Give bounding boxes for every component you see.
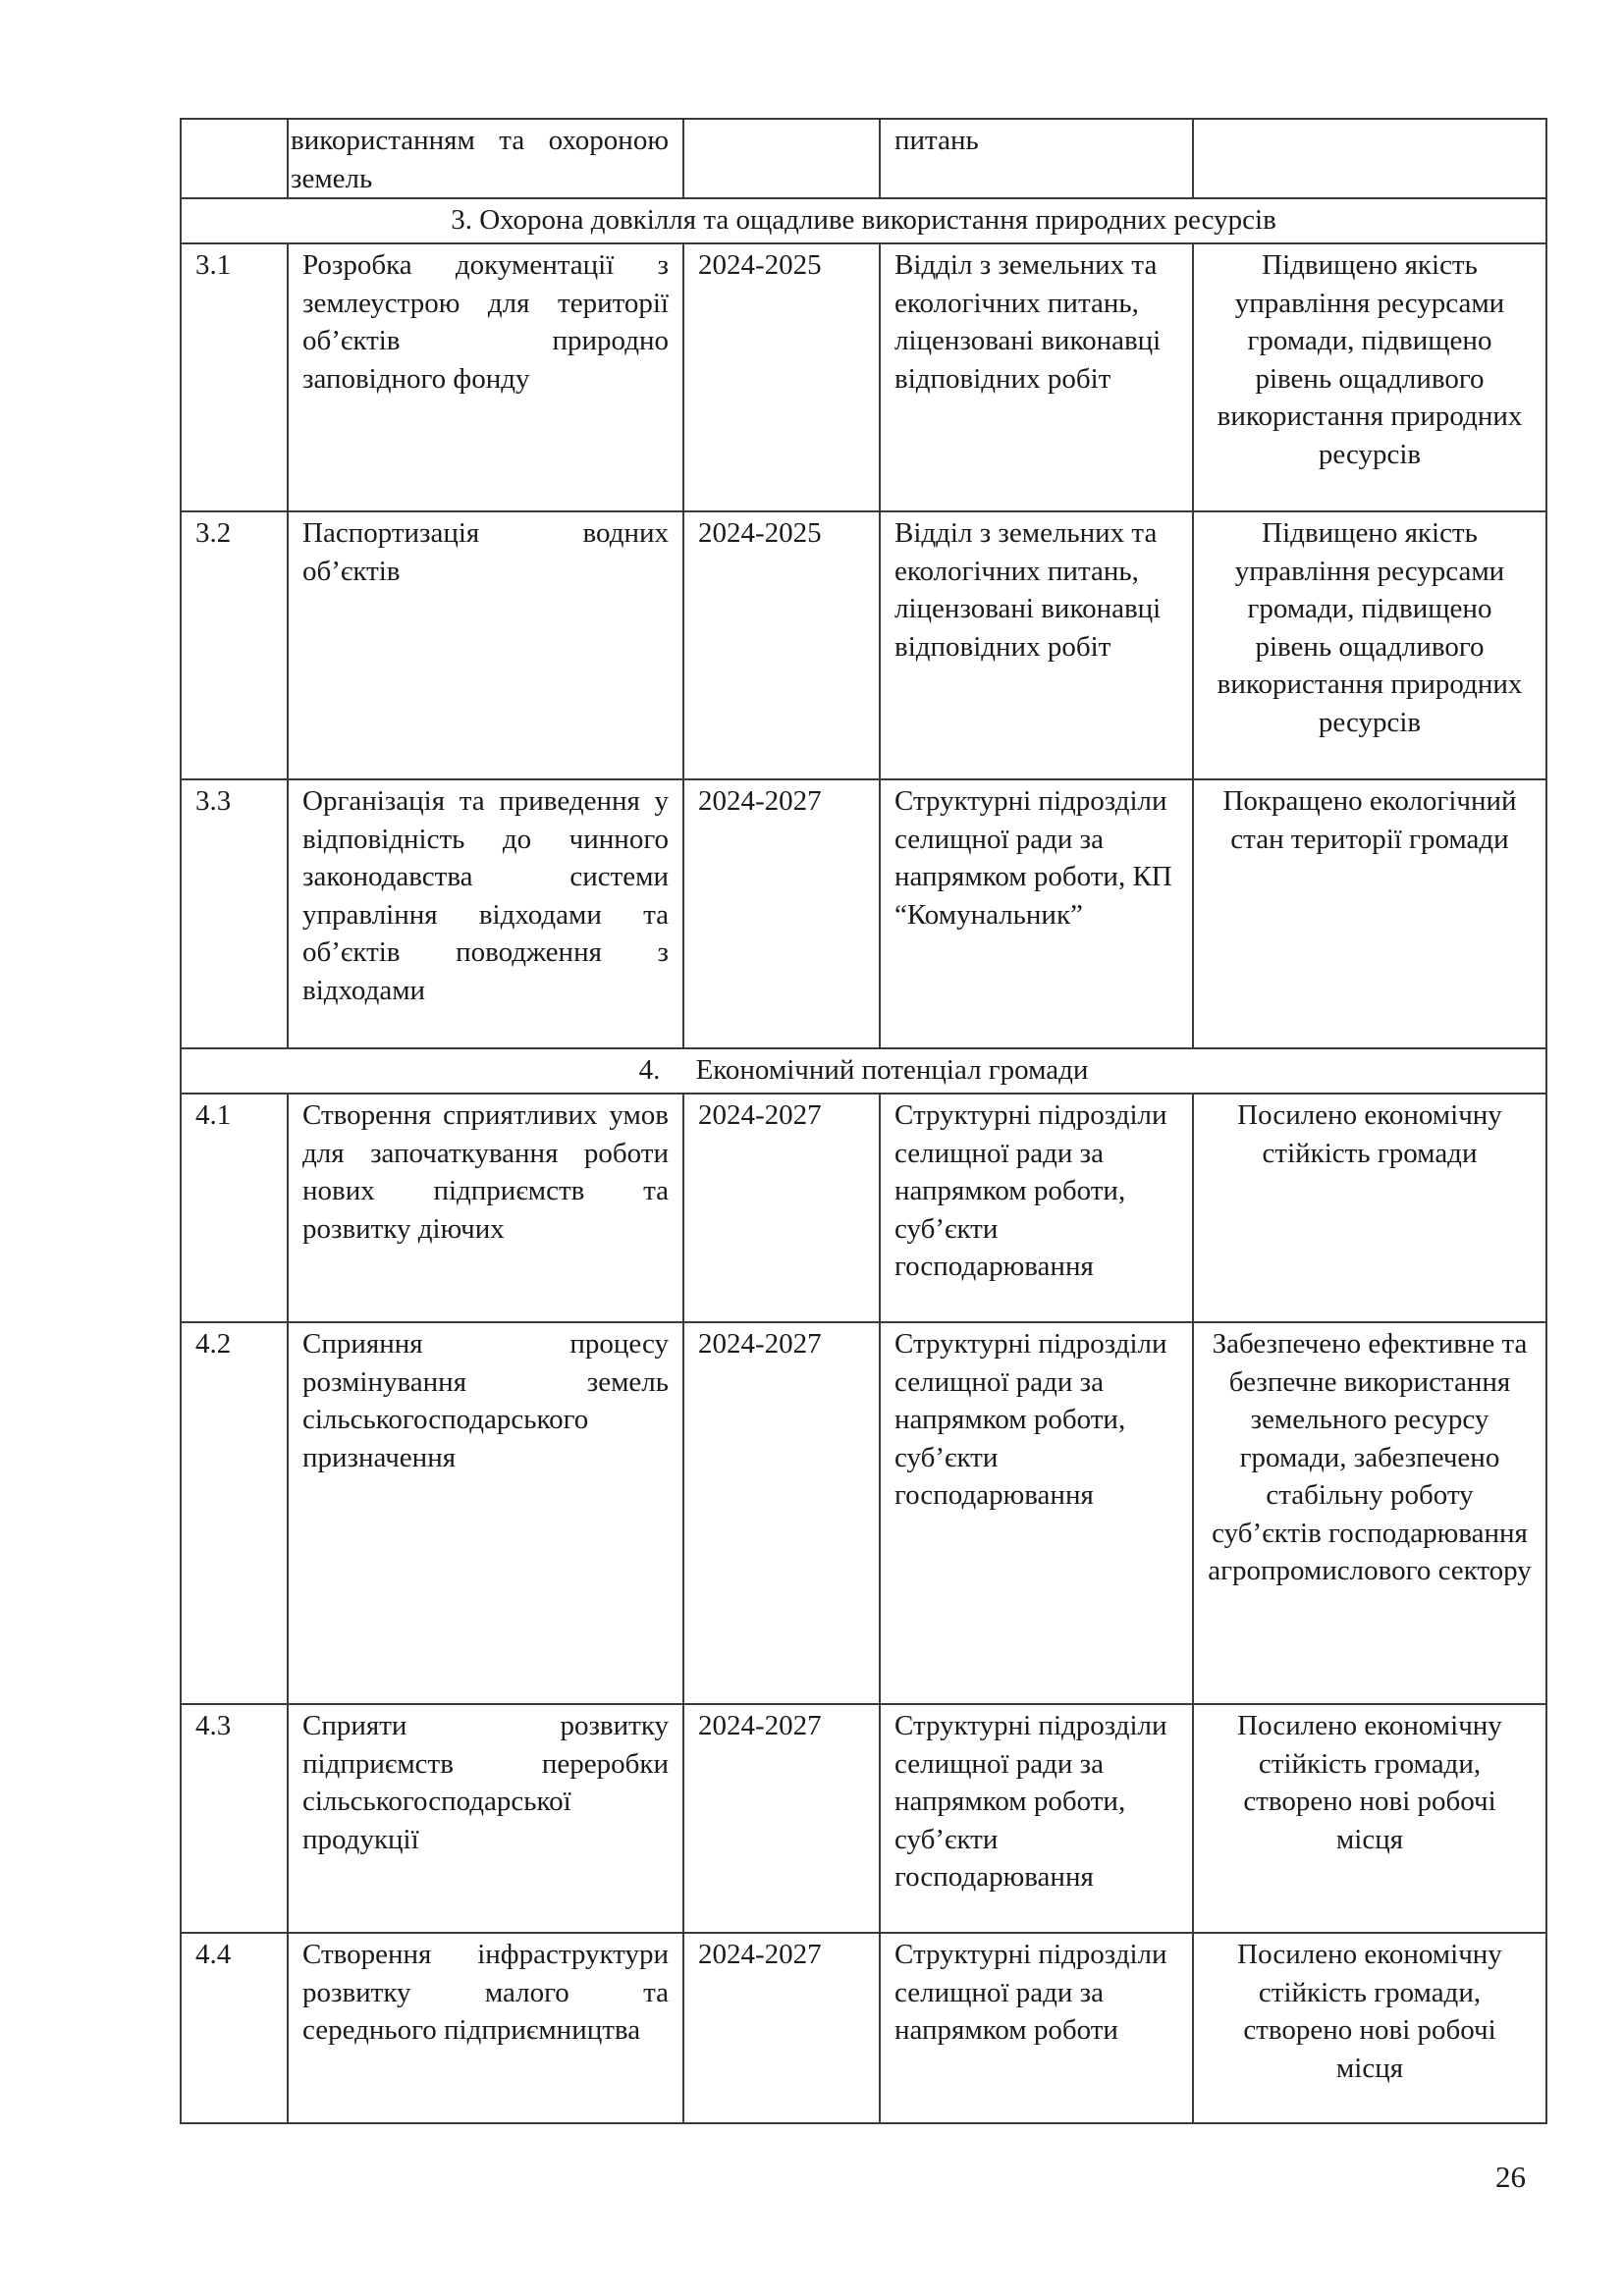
task-cell: Сприяння процесу розмінування земель сільськогосподарського призначення (288, 1322, 683, 1704)
action-plan-table (180, 118, 1547, 2124)
executor-cell: Структурні підрозділи селищної ради за напрямком роботи, суб’єкти господарювання (880, 1322, 1193, 1704)
section-title: 4. Економічний потенціал громади (181, 1048, 1546, 1094)
term-cell (683, 119, 880, 198)
result-cell: Посилено економічну стійкість громади, створено нові робочі місця (1193, 1704, 1546, 1933)
term-cell: 2024-2027 (683, 779, 880, 1048)
page-number: 26 (1495, 2160, 1526, 2194)
row-number-cell: 4.1 (181, 1094, 288, 1322)
table-row (181, 1322, 1546, 1704)
row-number-cell: 4.3 (181, 1704, 288, 1933)
executor-cell: Відділ з земельних та екологічних питань, ліцензовані виконавці відповідних робіт (880, 243, 1193, 511)
executor-cell: Структурні підрозділи селищної ради за напрямком роботи, суб’єкти господарювання (880, 1094, 1193, 1322)
section-header-row (181, 198, 1546, 243)
section-header-row (181, 1048, 1546, 1094)
task-cell: Паспортизація водних об’єктів (288, 511, 683, 779)
task-cell: Сприяти розвитку підприємств переробки сільськогосподарської продукції (288, 1704, 683, 1933)
table-row (181, 119, 1546, 198)
row-number-cell: 4.2 (181, 1322, 288, 1704)
term-cell: 2024-2025 (683, 511, 880, 779)
table-row (181, 1094, 1546, 1322)
executor-cell: питань (880, 119, 1193, 198)
result-cell: Покращено екологічний стан території громади (1193, 779, 1546, 1048)
term-cell: 2024-2025 (683, 243, 880, 511)
executor-cell: Відділ з земельних та екологічних питань, ліцензовані виконавці відповідних робіт (880, 511, 1193, 779)
term-cell: 2024-2027 (683, 1933, 880, 2123)
task-cell: Створення сприятливих умов для започаткування роботи нових підприємств та розвитку діючих (288, 1094, 683, 1322)
row-number-cell: 3.2 (181, 511, 288, 779)
table-row (181, 511, 1546, 779)
result-cell: Посилено економічну стійкість громади, створено нові робочі місця (1193, 1933, 1546, 2123)
task-cell: використанням та охороною земель (288, 119, 683, 198)
executor-cell: Структурні підрозділи селищної ради за напрямком роботи, КП “Комунальник” (880, 779, 1193, 1048)
result-cell: Підвищено якість управління ресурсами громади, підвищено рівень ощадливого використання природних ресурсів (1193, 243, 1546, 511)
row-number-cell: 3.1 (181, 243, 288, 511)
table-row (181, 243, 1546, 511)
row-number-cell (181, 119, 288, 198)
task-cell: Створення інфраструктури розвитку малого та середнього підприємництва (288, 1933, 683, 2123)
result-cell (1193, 119, 1546, 198)
executor-cell: Структурні підрозділи селищної ради за напрямком роботи (880, 1933, 1193, 2123)
row-number-cell: 4.4 (181, 1933, 288, 2123)
table-row (181, 779, 1546, 1048)
table-row (181, 1933, 1546, 2123)
executor-cell: Структурні підрозділи селищної ради за напрямком роботи, суб’єкти господарювання (880, 1704, 1193, 1933)
task-cell: Розробка документації з землеустрою для території об’єктів природно заповідного фонду (288, 243, 683, 511)
term-cell: 2024-2027 (683, 1704, 880, 1933)
row-number-cell: 3.3 (181, 779, 288, 1048)
term-cell: 2024-2027 (683, 1322, 880, 1704)
table-row (181, 1704, 1546, 1933)
result-cell: Забезпечено ефективне та безпечне використання земельного ресурсу громади, забезпечено стабільну роботу суб’єктів господарювання агропромислового сектору (1193, 1322, 1546, 1704)
term-cell: 2024-2027 (683, 1094, 880, 1322)
result-cell: Підвищено якість управління ресурсами громади, підвищено рівень ощадливого використання природних ресурсів (1193, 511, 1546, 779)
section-title: 3. Охорона довкілля та ощадливе використання природних ресурсів (181, 198, 1546, 243)
task-cell: Організація та приведення у відповідність до чинного законодавства системи управління відходами та об’єктів поводження з відходами (288, 779, 683, 1048)
result-cell: Посилено економічну стійкість громади (1193, 1094, 1546, 1322)
